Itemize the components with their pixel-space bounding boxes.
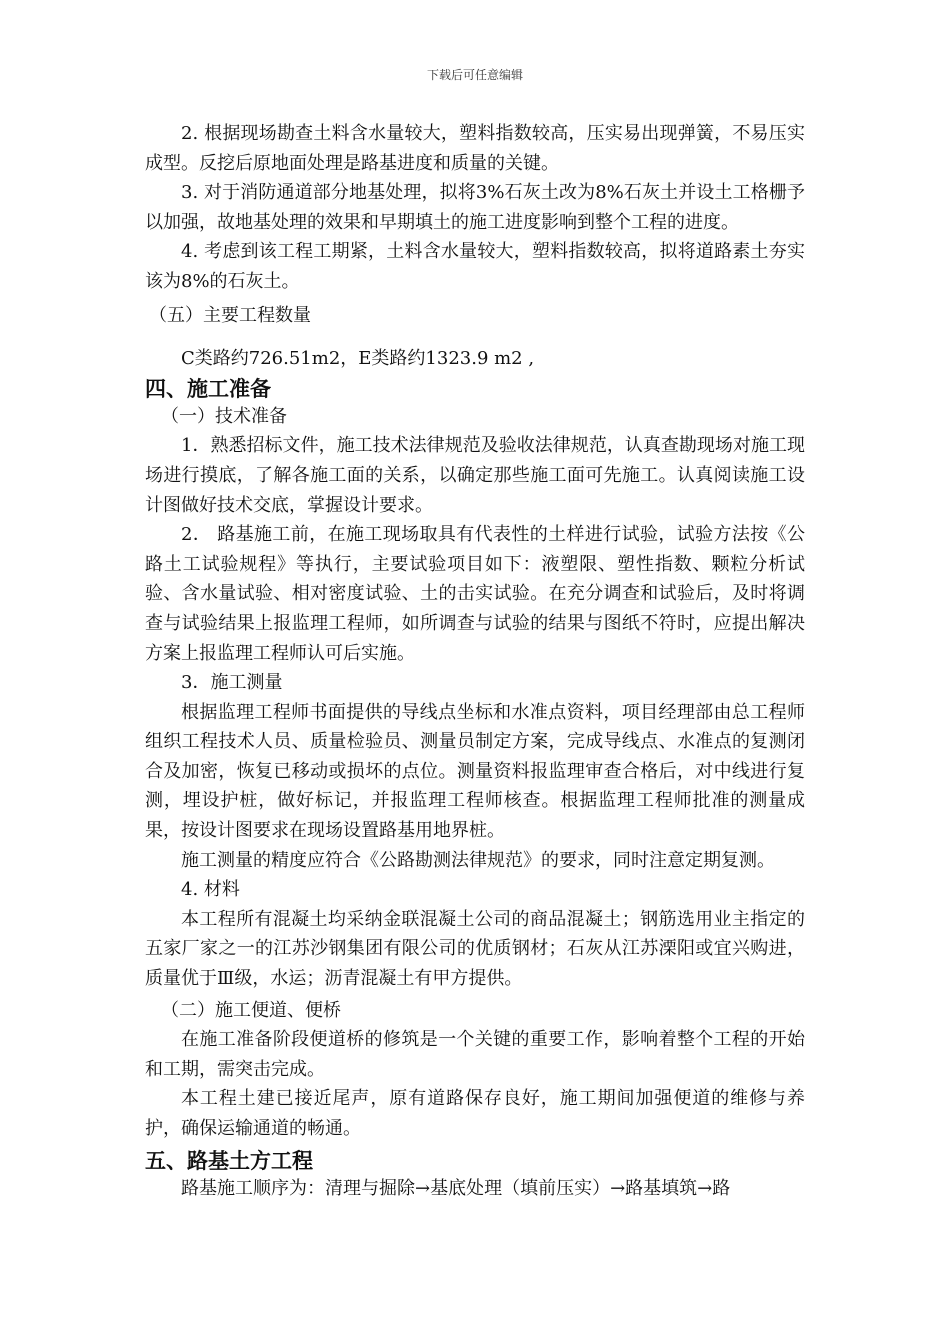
paragraph-earthworks-sequence: 路基施工顺序为：清理与掘除→基底处理（填前压实）→路基填筑→路 xyxy=(181,1177,731,1199)
paragraph-item-4: 4. 考虑到该工程工期紧，土料含水量较大，塑料指数较高，拟将道路素土夯实该为8%的石灰土。 xyxy=(145,241,805,292)
paragraph-materials-title: 4. 材料 xyxy=(181,879,240,901)
paragraph-item-2: 2. 根据现场勘查土料含水量较大，塑料指数较高，压实易出现弹簧，不易压实成型。反挖后原地面处理是路基进度和质量的关键。 xyxy=(145,123,805,174)
header-note: 下载后可任意编辑 xyxy=(426,68,523,82)
section-heading-construction-prep: 四、施工准备 xyxy=(145,376,271,401)
subheading-technical-prep: （一）技术准备 xyxy=(161,405,287,427)
section-heading-earthworks: 五、路基土方工程 xyxy=(145,1148,313,1173)
document-body xyxy=(145,119,805,1203)
subheading-main-quantities: （五）主要工程数量 xyxy=(149,304,311,326)
paragraph-survey-a: 根据监理工程师书面提供的导线点坐标和水准点资料，项目经理部由总工程师组织工程技术人员、质量检验员、测量员制定方案，完成导线点、水准点的复测闭合及加密，恢复已移动或损坏的点位。测量资料报监理审查合格后，对中线进行复测，埋设护桩，做好标记，并报监理工程师核查。根据监理工程师批准的测量成果，按设计图要求在现场设置路基用地界桩。 xyxy=(145,701,805,842)
subheading-access-roads: （二）施工便道、便桥 xyxy=(161,999,341,1021)
quantities-text: C类路约726.51m2，E类路约1323.9 m2 , xyxy=(181,348,535,370)
paragraph-survey-title: 3．施工测量 xyxy=(181,672,283,694)
paragraph-materials: 本工程所有混凝土均采纳金联混凝土公司的商品混凝土；钢筋选用业主指定的五家厂家之一的江苏沙钢集团有限公司的优质钢材；石灰从江苏溧阳或宜兴购进，质量优于Ⅲ级，水运；沥青混凝土有甲方提供。 xyxy=(145,908,805,990)
paragraph-access-2: 本工程土建已接近尾声，原有道路保存良好，施工期间加强便道的维修与养护，确保运输通道的畅通。 xyxy=(145,1088,805,1139)
paragraph-item-3: 3. 对于消防通道部分地基处理，拟将3%石灰土改为8%石灰土并设土工格栅予以加强，故地基处理的效果和早期填土的施工进度影响到整个工程的进度。 xyxy=(145,182,805,233)
paragraph-tech-1: 1．熟悉招标文件，施工技术法律规范及验收法律规范，认真查勘现场对施工现场进行摸底，了解各施工面的关系，以确定那些施工面可先施工。认真阅读施工设计图做好技术交底，掌握设计要求。 xyxy=(145,435,805,516)
paragraph-tech-2: 2． 路基施工前，在施工现场取具有代表性的土样进行试验，试验方法按《公路土工试验规程》等执行，主要试验项目如下：液塑限、塑性指数、颗粒分析试验、含水量试验、相对密度试验、土的击实试验。在充分调查和试验后，及时将调查与试验结果上报监理工程师，如所调查与试验的结果与图纸不符时，应提出解决方案上报监理工程师认可后实施。 xyxy=(145,524,805,664)
paragraph-access-1: 在施工准备阶段便道桥的修筑是一个关键的重要工作，影响着整个工程的开始和工期，需突击完成。 xyxy=(145,1029,805,1080)
paragraph-survey-b: 施工测量的精度应符合《公路勘测法律规范》的要求，同时注意定期复测。 xyxy=(181,849,775,871)
